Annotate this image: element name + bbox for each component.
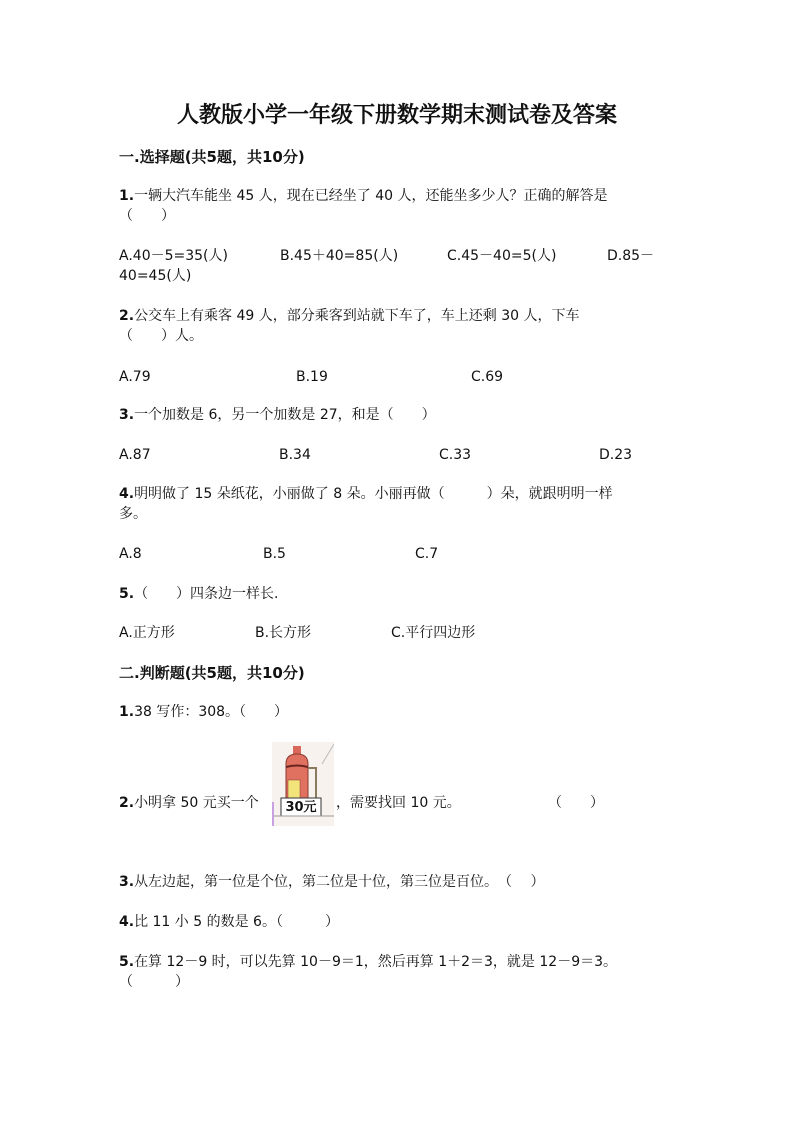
- option: B.5: [263, 546, 286, 562]
- q-text: 比 11 小 5 的数是 6。（ ）: [134, 914, 339, 930]
- q-text: 公交车上有乘客 49 人，部分乘客到站就下车了，车上还剩 30 人，下车: [134, 308, 580, 324]
- page-title: 人教版小学一年级下册数学期末测试卷及答案: [176, 102, 617, 128]
- option: A.79: [119, 369, 151, 385]
- judge-2: [119, 794, 259, 812]
- option: A.40－5=35(人): [119, 248, 228, 264]
- option: C.33: [439, 447, 472, 463]
- section1-heading: 一.选择题(共5题，共10分): [119, 148, 305, 166]
- q-num: 4.: [119, 486, 135, 502]
- option: B.34: [279, 447, 311, 463]
- question-1: [119, 187, 608, 205]
- question-3: [119, 406, 436, 424]
- judge-2-cont: ，需要找回 10 元。: [336, 795, 461, 811]
- q-text: 38 写作：308。（ ）: [134, 704, 289, 720]
- q-text: 一个加数是 6，另一个加数是 27，和是（ ）: [134, 407, 436, 423]
- question-2: [119, 307, 580, 325]
- q1-blank: （ ）: [119, 208, 175, 224]
- option: C.45－40=5(人): [447, 248, 557, 264]
- judge-5-blank: （ ）: [119, 974, 189, 990]
- q-num: 5.: [119, 954, 135, 970]
- q-text: 从左边起，第一位是个位，第二位是十位，第三位是百位。 （ ）: [134, 874, 545, 890]
- q-num: 2.: [119, 308, 135, 324]
- option: C.7: [415, 546, 439, 562]
- judge-1: [119, 703, 288, 721]
- price-tag: 30元: [285, 800, 317, 815]
- question-4: [119, 485, 613, 503]
- option: C.平行四边形: [391, 625, 476, 641]
- q-num: 1.: [119, 704, 135, 720]
- thermos-price-image: [272, 742, 334, 826]
- option: C.69: [471, 369, 504, 385]
- judge-2-blank: （ ）: [548, 795, 604, 811]
- q-num: 5.: [119, 586, 135, 602]
- q-text: （ ）四条边一样长.: [134, 586, 279, 602]
- q-num: 2.: [119, 795, 135, 811]
- q-num: 3.: [119, 874, 135, 890]
- q-text: 在算 12－9 时，可以先算 10－9＝1，然后再算 1＋2＝3，就是 12－9＝3。: [134, 954, 618, 970]
- q-text: 一辆大汽车能坐 45 人，现在已经坐了 40 人，还能坐多少人？正确的解答是: [134, 188, 608, 204]
- judge-5: [119, 953, 617, 971]
- judge-3: [119, 873, 545, 891]
- option: A.87: [119, 447, 151, 463]
- q4-cont: 多。: [119, 506, 147, 522]
- option: A.8: [119, 546, 142, 562]
- option: A.正方形: [119, 625, 175, 641]
- option: B.19: [296, 369, 328, 385]
- judge-4: [119, 913, 339, 931]
- q-num: 3.: [119, 407, 135, 423]
- q-text: 明明做了 15 朵纸花，小丽做了 8 朵。小丽再做（ ）朵，就跟明明一样: [134, 486, 613, 502]
- option: B.45＋40=85(人): [280, 248, 399, 264]
- option-continued: 40=45(人): [119, 268, 192, 284]
- q-text: 小明拿 50 元买一个: [134, 795, 259, 811]
- section2-heading: 二.判断题(共5题，共10分): [119, 664, 305, 682]
- option: D.85－: [607, 248, 655, 264]
- option: D.23: [599, 447, 633, 463]
- q-num: 4.: [119, 914, 135, 930]
- q-num: 1.: [119, 188, 135, 204]
- q2-blank: （ ）人。: [119, 328, 203, 344]
- option: B.长方形: [255, 625, 312, 641]
- question-5: [119, 585, 279, 603]
